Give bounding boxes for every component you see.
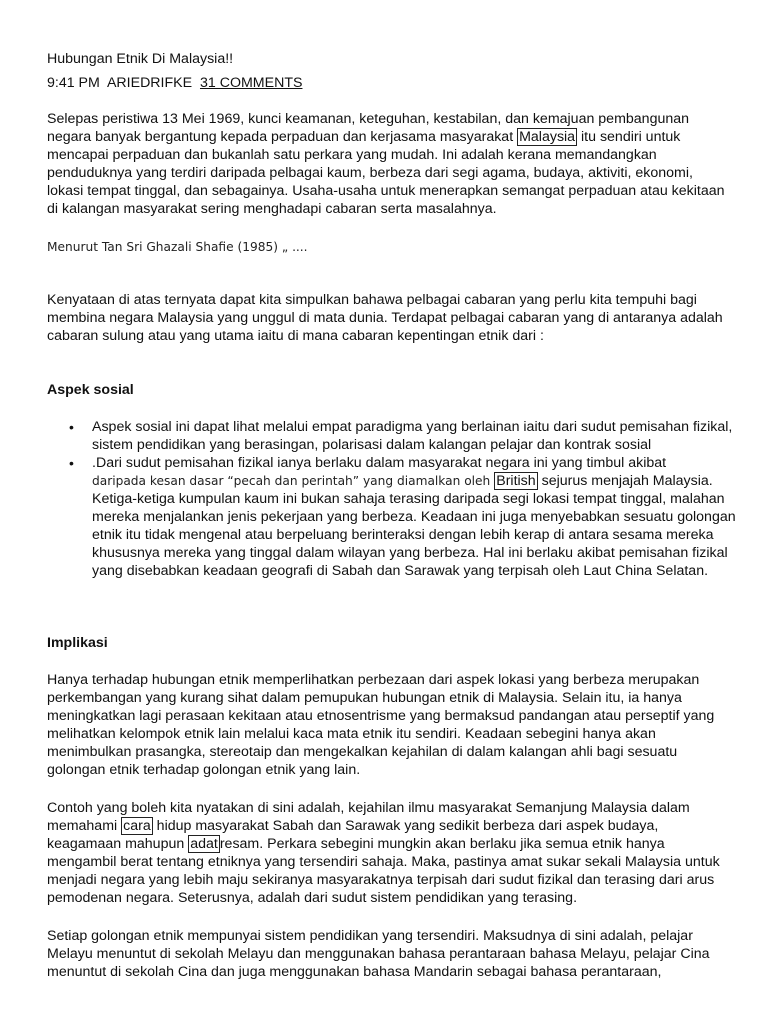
intro-text: Selepas peristiwa 13 Mei 1969, kunci keamanan, keteguhan, kestabilan, dan kemajuan pembangunan negara banyak bergantung kepada perpaduan dan kerjasama masyarakat: [47, 111, 690, 145]
implikasi-paragraph-2: Contoh yang boleh kita nyatakan di sini adalah, kejahilan ilmu masyarakat Semanjung Malaysia dalam memahami cara hidup masyarakat Sabah dan Sarawak yang sedikit berbeza dari aspek budaya, keagamaan mahupun adat resam. Perkara sebegini mungkin akan berlaku jika semua etnik hanya mengambil berat tentang etniknya yang tersendiri sahaja. Maka, pastinya amat sukar sekali Malaysia untuk menjadi negara yang lebih maju sekiranya masyarakatnya terpisah dari sudut fizikal dan terasing dari arus pemodenan negara. Seterusnya, adalah dari sudut sistem pendidikan yang terasing.: [47, 800, 720, 906]
cara-link[interactable]: cara: [123, 818, 151, 834]
implikasi-paragraph-1: Hanya terhadap hubungan etnik memperlihatkan perbezaan dari aspek lokasi yang berbeza merupakan perkembangan yang kurang sihat dalam pemupukan hubungan etnik di Malaysia. Selain itu, ia hanya meningkatkan lagi perasaan kekitaan atau etnosentrisme yang bermaksud pandangan atau perseptif yang melihatkan kelompok etnik lain melalui kaca mata etnik itu sendiri. Keadaan sebegini hanya akan menimbulkan prasangka, stereotaip dan mengekalkan kejahilan di dalam kalangan ahli bagi sesuatu golongan etnik terhadap golongan etnik yang lain.: [47, 672, 715, 778]
quote-line: Menurut Tan Sri Ghazali Shafie (1985) „ ....: [47, 240, 308, 254]
post-time: 9:41 PM: [47, 75, 100, 91]
intro-paragraph: [47, 110, 727, 218]
list-item: • Aspek sosial ini dapat lihat melalui empat paradigma yang berlainan iaitu dari sudut pemisahan fizikal, sistem pendidikan yang berasingan, polarisasi dalam kalangan pelajar dan kontrak sosial: [69, 419, 733, 453]
heading-aspek-sosial: Aspek sosial: [47, 382, 134, 398]
post-author[interactable]: ARIEDRIFKE: [106, 75, 193, 91]
intro-text-cont: itu sendiri untuk mencapai perpaduan dan bukanlah satu perkara yang mudah. Ini adalah kerana memandangkan penduduknya yang terdiri daripada pelbagai kaum, berbeza dari segi agama, budaya, aktiviti, ekonomi, lokasi tempat tinggal, dan sebagainya. Usaha-usaha untuk menerapkan semangat perpaduan atau kekitaan di kalangan masyarakat sering menghadapi cabaran serta masalahnya.: [47, 129, 725, 217]
list-item: • .Dari sudut pemisahan fizikal ianya berlaku dalam masyarakat negara ini yang timbul akibat daripada kesan dasar “pecah dan perintah” yang diamalkan oleh British sejurus menjajah Malaysia. Ketiga-ketiga kumpulan kaum ini bukan sahaja terasing daripada segi lokasi tempat tinggal, malahan mereka menjalankan jenis pekerjaan yang berbeza. Keadaan ini juga menyebabkan sesuatu golongan etnik itu tidak mengenal atau berpeluang berinteraksi dengan lebih kerap di antara sesama mereka khususnya mereka yang tinggal dalam wilayan yang berbeza. Hal ini berlaku akibat pemisahan fizikal yang disebabkan keadaan geografi di Sabah dan Sarawak yang terpisah oleh Laut China Selatan.: [69, 455, 736, 579]
bullet-icon: •: [69, 455, 74, 471]
malaysia-link[interactable]: Malaysia: [519, 129, 576, 145]
paragraph-2: Kenyataan di atas ternyata dapat kita simpulkan bahawa pelbagai cabaran yang perlu kita tempuhi bagi membina negara Malaysia yang unggul di mata dunia. Terdapat pelbagai cabaran yang di antaranya adalah cabaran sulung atau yang utama iaitu di mana cabaran kepentingan etnik dari :: [47, 292, 723, 344]
heading-implikasi: Implikasi: [47, 635, 108, 651]
post-meta: [47, 74, 302, 92]
aspek-sosial-list: [47, 418, 737, 580]
comments-link[interactable]: 31 COMMENTS: [199, 75, 303, 91]
bullet-icon: •: [69, 419, 74, 435]
adat-link[interactable]: adat: [190, 836, 218, 852]
post-title: Hubungan Etnik Di Malaysia!!: [47, 51, 234, 67]
british-link[interactable]: British: [496, 473, 536, 489]
implikasi-paragraph-3: Setiap golongan etnik mempunyai sistem pendidikan yang tersendiri. Maksudnya di sini adalah, pelajar Melayu menuntut di sekolah Melayu dan menggunakan bahasa perantaraan bahasa Melayu, pelajar Cina menuntut di sekolah Cina dan juga menggunakan bahasa Mandarin sebagai bahasa perantaraan,: [47, 928, 710, 980]
